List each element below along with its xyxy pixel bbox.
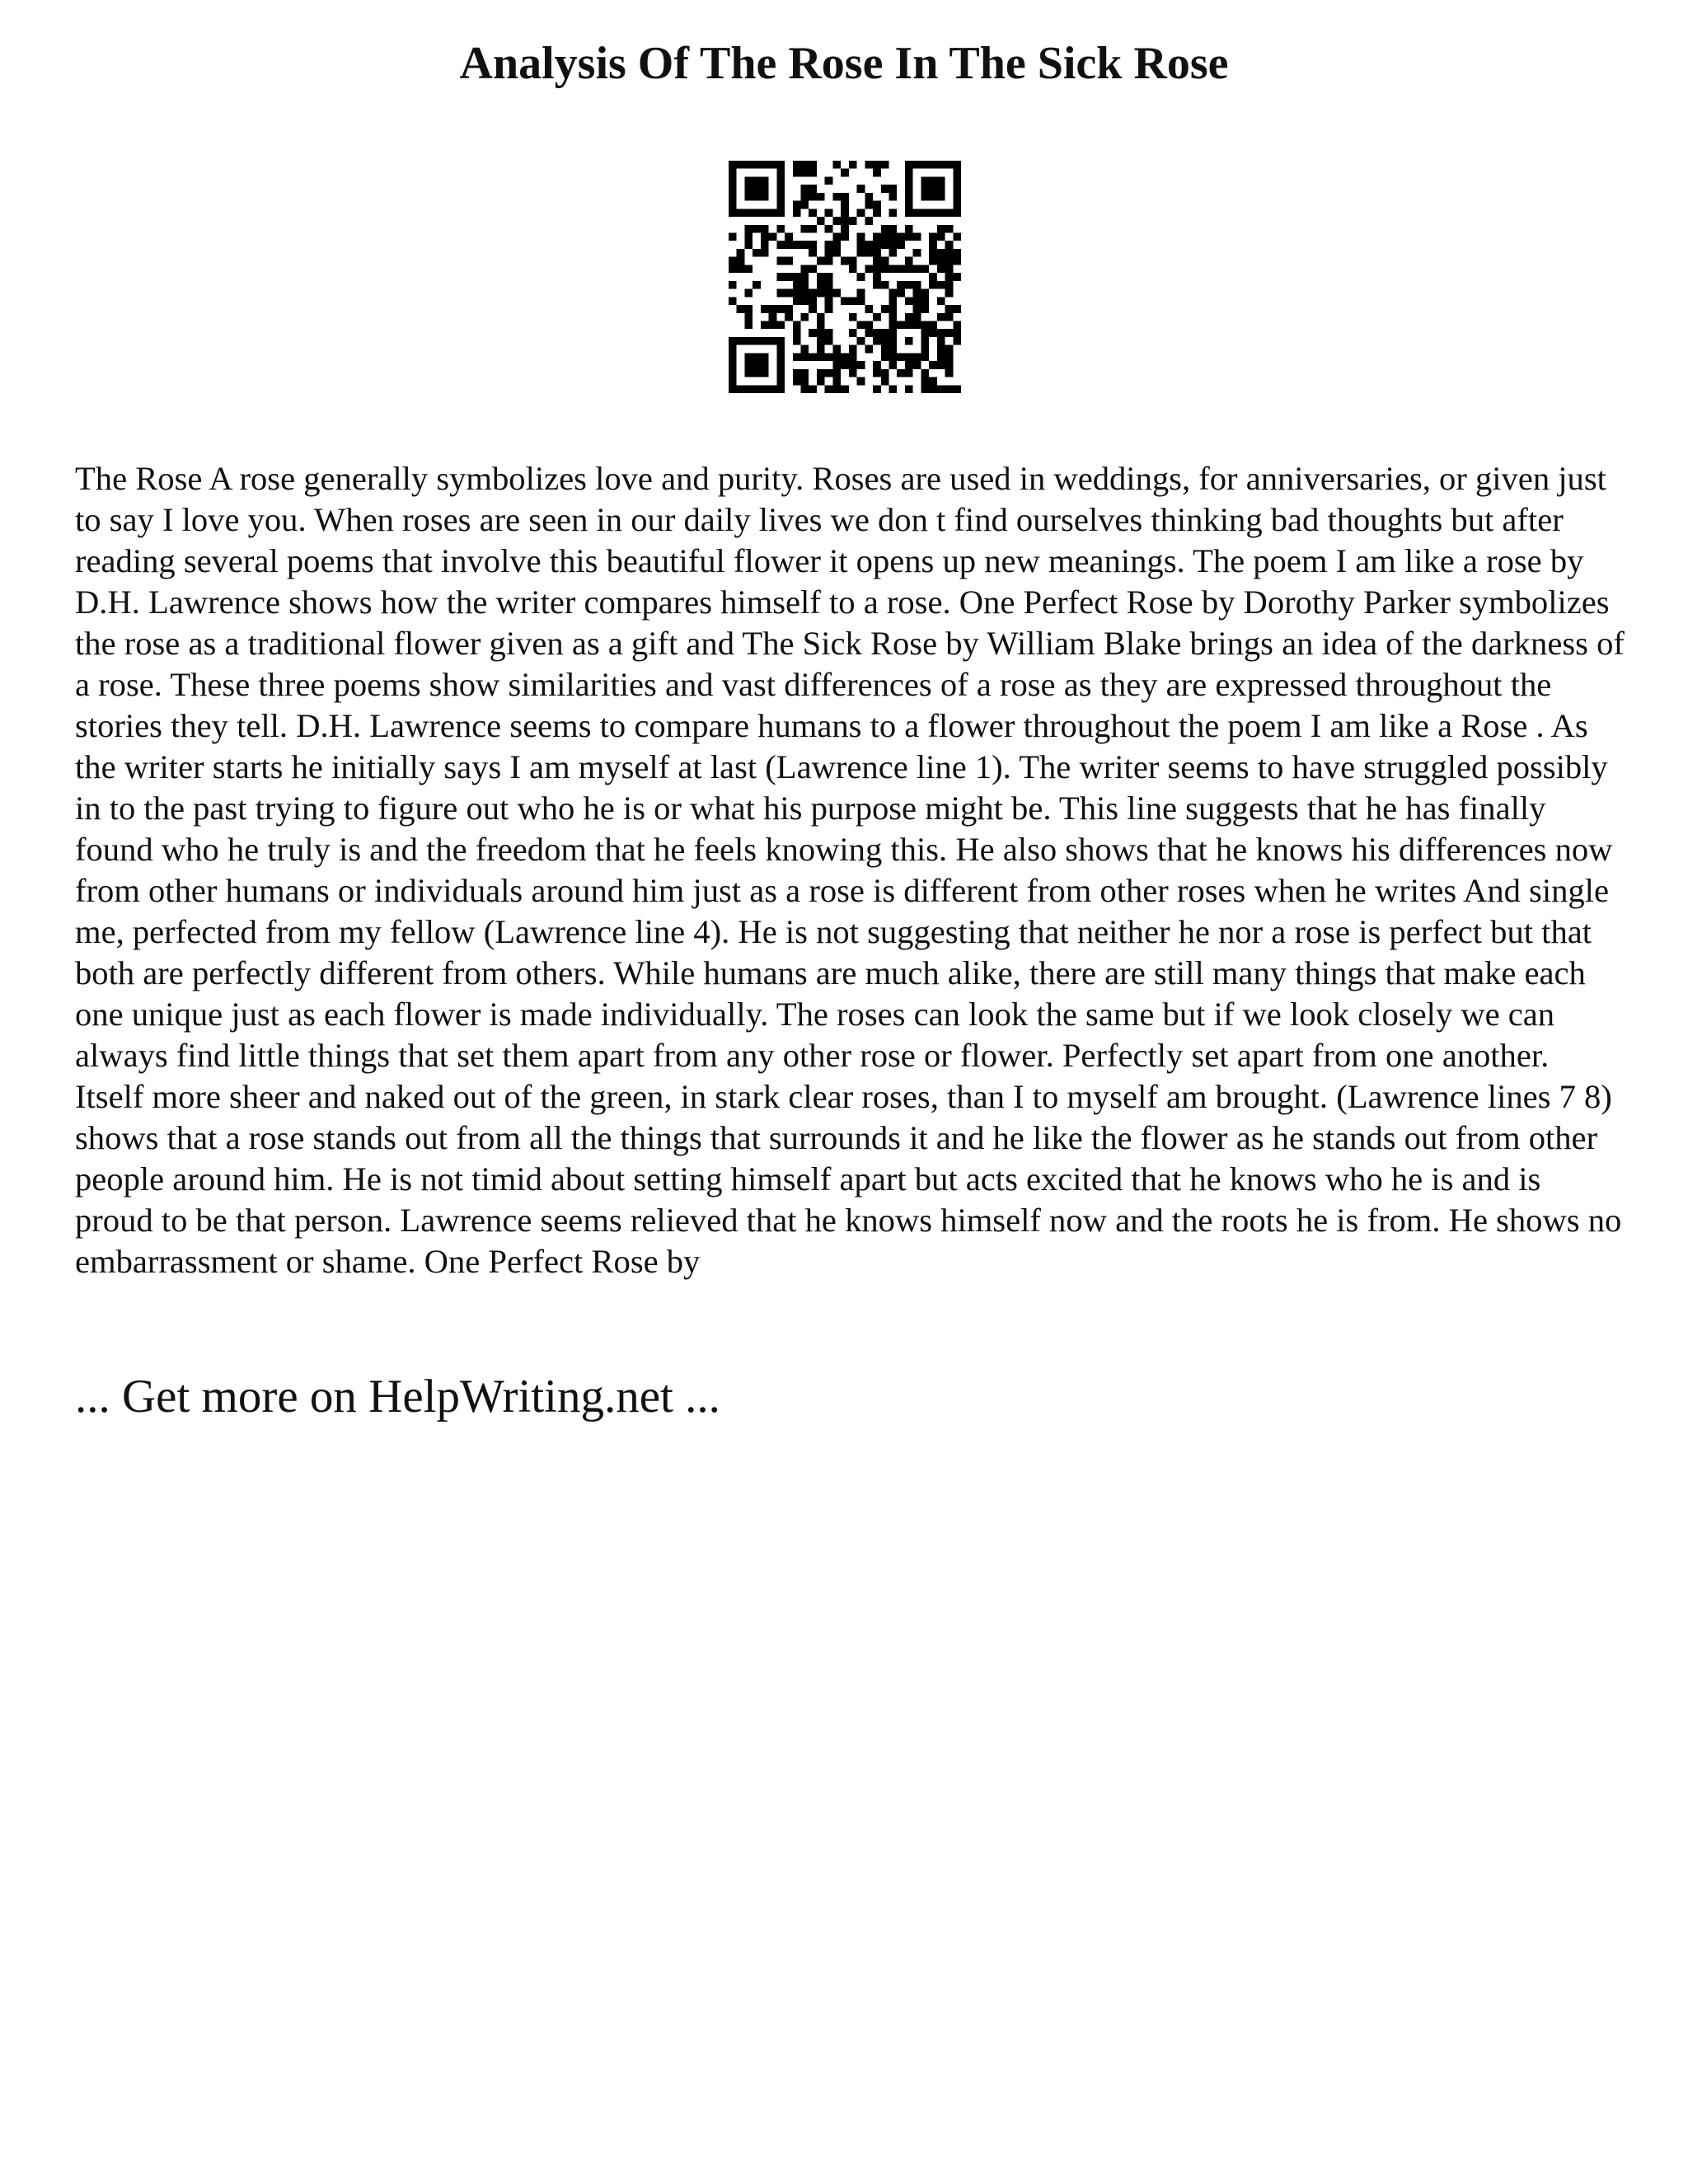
qr-code-icon <box>729 161 961 393</box>
article-body: The Rose A rose generally symbolizes love and purity. Roses are used in weddings, for anniversaries, or given just to say I love you. When roses are seen in our daily lives we don t find ourselves thinking bad thoughts but after reading several poems that involve this beautiful flower it opens up new meanings. The poem I am like a rose by D.H. Lawrence shows how the writer compares himself to a rose. One Perfect Rose by Dorothy Parker symbolizes the rose as a traditional flower given as a gift and The Sick Rose by William Blake brings an idea of the darkness of a rose. These three poems show similarities and vast differences of a rose as they are expressed throughout the stories they tell. D.H. Lawrence seems to compare humans to a flower throughout the poem I am like a Rose . As the writer starts he initially says I am myself at last (Lawrence line 1). The writer seems to have struggled possibly in to the past trying to figure out who he is or what his purpose might be. This line suggests that he has finally found who he truly is and the freedom that he feels knowing this. He also shows that he knows his differences now from other humans or individuals around him just as a rose is different from other roses when he writes And single me, perfected from my fellow (Lawrence line 4). He is not suggesting that neither he nor a rose is perfect but that both are perfectly different from others. While humans are much alike, there are still many things that make each one unique just as each flower is made individually. The roses can look the same but if we look closely we can always find little things that set them apart from any other rose or flower. Perfectly set apart from one another. Itself more sheer and naked out of the green, in stark clear roses, than I to myself am brought. (Lawrence lines 7 8) shows that a rose stands out from all the things that surrounds it and he like the flower as he stands out from other people around him. He is not timid about setting himself apart but acts excited that he knows who he is and is proud to be that person. Lawrence seems relieved that he knows himself now and the roots he is from. He shows no embarrassment or shame. One Perfect Rose by <box>75 460 1625 1280</box>
get-more-link[interactable]: ... Get more on HelpWriting.net ... <box>75 1371 720 1422</box>
page-title: Analysis Of The Rose In The Sick Rose <box>459 38 1229 89</box>
